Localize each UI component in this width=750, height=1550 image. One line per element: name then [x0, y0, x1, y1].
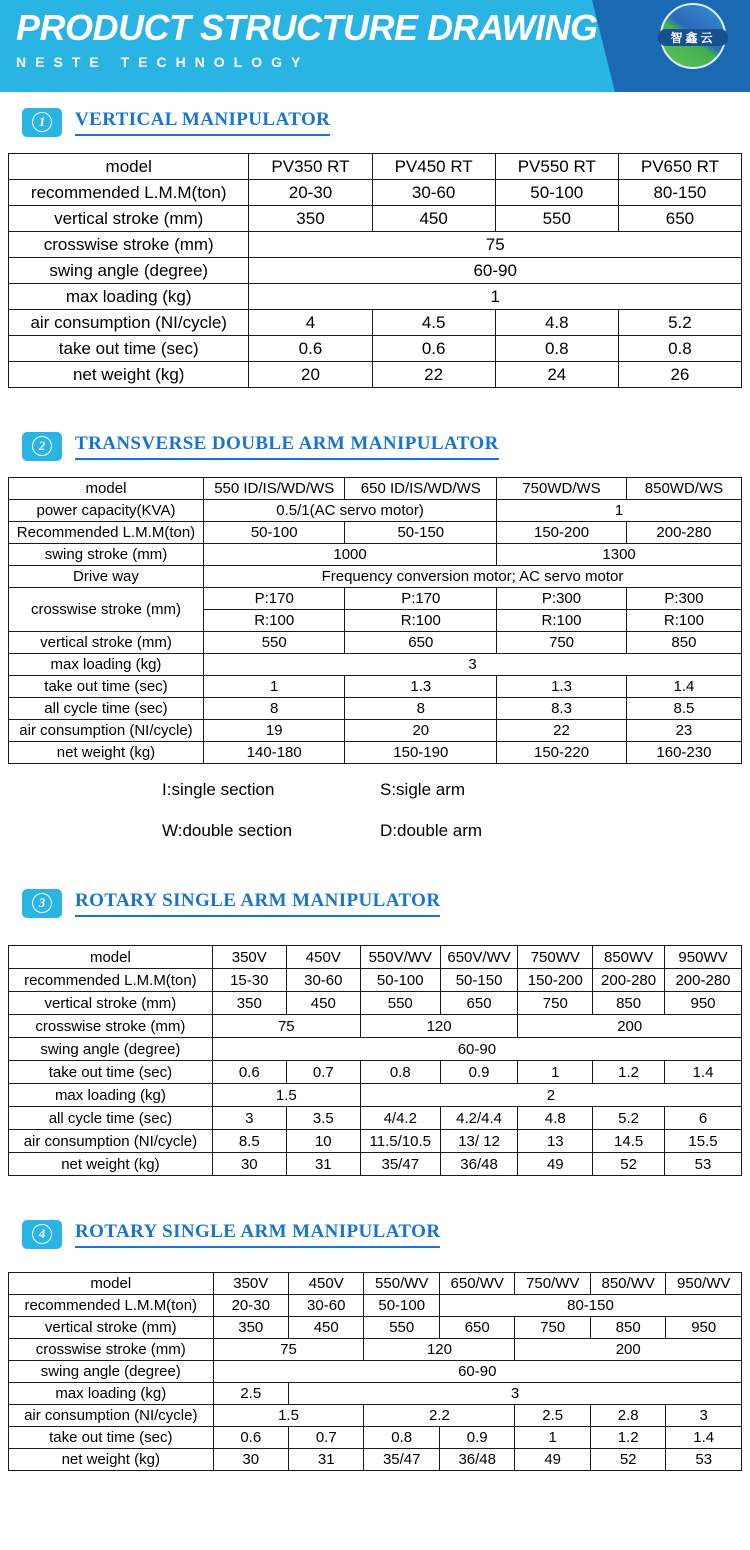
table-cell: crosswise stroke (mm) — [9, 1015, 213, 1038]
table-cell: 30 — [213, 1449, 288, 1471]
company-logo — [660, 3, 726, 69]
table-cell: 750 — [515, 1317, 590, 1339]
table-cell: P:170 — [203, 588, 344, 610]
table-cell: power capacity(KVA) — [9, 500, 204, 522]
table-cell: 0.7 — [286, 1061, 360, 1084]
table-row — [9, 180, 742, 206]
table-cell: 49 — [518, 1153, 593, 1176]
table-cell: model — [9, 1273, 214, 1295]
table-cell: 200 — [518, 1015, 742, 1038]
table-cell: 5.2 — [618, 310, 741, 336]
logo-text: 智鑫云 — [658, 29, 728, 46]
legend-item: I:single section — [162, 780, 275, 799]
table-cell: 15.5 — [665, 1130, 742, 1153]
table-row — [9, 720, 742, 742]
spec-table — [8, 153, 742, 388]
table-cell: take out time (sec) — [9, 336, 249, 362]
table-cell: 650 — [345, 632, 497, 654]
table-cell: 550 — [360, 992, 440, 1015]
table-cell: 8.5 — [626, 698, 741, 720]
legend-item: D:double arm — [380, 821, 483, 840]
table-cell: 50-100 — [364, 1295, 439, 1317]
section-number: 4 — [32, 1224, 52, 1244]
table-cell: 0.9 — [439, 1427, 514, 1449]
table-cell: model — [9, 478, 204, 500]
table-cell: take out time (sec) — [9, 1427, 214, 1449]
table-cell: 10 — [286, 1130, 360, 1153]
table-cell: 4.8 — [518, 1107, 593, 1130]
table-row — [9, 698, 742, 720]
table-cell: 52 — [590, 1449, 665, 1471]
table-cell: 1.3 — [345, 676, 497, 698]
table-cell: 1.5 — [212, 1084, 360, 1107]
table-cell: 35/47 — [360, 1153, 440, 1176]
table-cell: 20-30 — [249, 180, 372, 206]
table-row — [9, 154, 742, 180]
table-cell: 8.5 — [212, 1130, 286, 1153]
table-row — [9, 1449, 742, 1471]
spec-table — [8, 477, 742, 764]
table-cell: 0.8 — [618, 336, 741, 362]
table-row — [9, 1361, 742, 1383]
table-cell: 200 — [515, 1339, 742, 1361]
table-cell: 3 — [289, 1383, 742, 1405]
table-cell: 36/48 — [440, 1153, 518, 1176]
table-cell: 0.6 — [213, 1427, 288, 1449]
table-row — [9, 1153, 742, 1176]
header-banner — [0, 0, 750, 92]
table-row — [9, 1339, 742, 1361]
section-number-badge — [22, 108, 62, 137]
table-row — [9, 206, 742, 232]
section-4 — [0, 1218, 750, 1471]
legend-row — [162, 821, 750, 841]
table-row — [9, 1405, 742, 1427]
table-cell: 52 — [593, 1153, 665, 1176]
table-cell: swing angle (degree) — [9, 258, 249, 284]
table-cell: PV450 RT — [372, 154, 495, 180]
table-row — [9, 284, 742, 310]
table-cell: 1.5 — [213, 1405, 364, 1427]
table-cell: 850 — [593, 992, 665, 1015]
table-cell: 50-150 — [440, 969, 518, 992]
table-cell: 4.5 — [372, 310, 495, 336]
legend — [162, 780, 750, 841]
table-row — [9, 1130, 742, 1153]
table-row — [9, 544, 742, 566]
table-cell: 30-60 — [372, 180, 495, 206]
table-cell: 30-60 — [289, 1295, 364, 1317]
table-cell: swing angle (degree) — [9, 1361, 214, 1383]
table-row — [9, 500, 742, 522]
section-header — [22, 106, 750, 138]
table-cell: 8 — [203, 698, 344, 720]
content — [0, 106, 750, 1471]
section-number: 2 — [32, 436, 52, 456]
table-cell: 2 — [360, 1084, 741, 1107]
table-cell: 350 — [212, 992, 286, 1015]
table-cell: all cycle time (sec) — [9, 698, 204, 720]
table-cell: 5.2 — [593, 1107, 665, 1130]
table-row — [9, 1427, 742, 1449]
table-cell: P:170 — [345, 588, 497, 610]
table-cell: net weight (kg) — [9, 1449, 214, 1471]
section-title: TRANSVERSE DOUBLE ARM MANIPULATOR — [75, 433, 499, 460]
table-cell: take out time (sec) — [9, 1061, 213, 1084]
table-cell: 1.3 — [497, 676, 627, 698]
table-cell: 50-100 — [360, 969, 440, 992]
table-cell: all cycle time (sec) — [9, 1107, 213, 1130]
table-row — [9, 1383, 742, 1405]
table-cell: 450 — [286, 992, 360, 1015]
table-cell: Frequency conversion motor; AC servo motor — [203, 566, 741, 588]
table-cell: 80-150 — [439, 1295, 741, 1317]
table-row — [9, 1015, 742, 1038]
table-cell: vertical stroke (mm) — [9, 632, 204, 654]
table-cell: 1.2 — [593, 1061, 665, 1084]
table-cell: 3 — [203, 654, 741, 676]
table-cell: 150-220 — [497, 742, 627, 764]
table-cell: 4.2/4.4 — [440, 1107, 518, 1130]
table-cell: max loading (kg) — [9, 284, 249, 310]
table-cell: 20 — [249, 362, 372, 388]
table-cell: 120 — [364, 1339, 515, 1361]
section-header — [22, 887, 750, 919]
table-cell: 23 — [626, 720, 741, 742]
table-cell: 80-150 — [618, 180, 741, 206]
table-cell: crosswise stroke (mm) — [9, 1339, 214, 1361]
table-cell: 24 — [495, 362, 618, 388]
table-cell: 550/WV — [364, 1273, 439, 1295]
table-cell: R:100 — [626, 610, 741, 632]
table-row — [9, 969, 742, 992]
table-row — [9, 632, 742, 654]
table-cell: 350V — [213, 1273, 288, 1295]
table-row — [9, 1273, 742, 1295]
table-cell: 950 — [666, 1317, 742, 1339]
table-cell: net weight (kg) — [9, 742, 204, 764]
table-row — [9, 258, 742, 284]
table-cell: 750 — [518, 992, 593, 1015]
table-cell: 75 — [249, 232, 742, 258]
table-cell: 3 — [666, 1405, 742, 1427]
table-cell: crosswise stroke (mm) — [9, 232, 249, 258]
table-cell: 31 — [286, 1153, 360, 1176]
company-name: NESTE TECHNOLOGY — [16, 53, 310, 70]
table-cell: 2.8 — [590, 1405, 665, 1427]
table-row — [9, 1084, 742, 1107]
table-cell: 8.3 — [497, 698, 627, 720]
section-number-badge — [22, 889, 62, 918]
table-cell: swing angle (degree) — [9, 1038, 213, 1061]
table-cell: 13 — [518, 1130, 593, 1153]
table-cell: 6 — [665, 1107, 742, 1130]
spec-table — [8, 945, 742, 1176]
table-cell: vertical stroke (mm) — [9, 1317, 214, 1339]
table-cell: 200-280 — [593, 969, 665, 992]
table-cell: 350 — [213, 1317, 288, 1339]
table-cell: 2.2 — [364, 1405, 515, 1427]
table-cell: 31 — [289, 1449, 364, 1471]
table-cell: 20 — [345, 720, 497, 742]
table-cell: max loading (kg) — [9, 654, 204, 676]
page-title: PRODUCT STRUCTURE DRAWING — [16, 7, 598, 48]
table-row — [9, 992, 742, 1015]
table-cell: 1 — [203, 676, 344, 698]
table-cell: swing stroke (mm) — [9, 544, 204, 566]
table-cell: 850 — [626, 632, 741, 654]
table-cell: 750WV — [518, 946, 593, 969]
table-cell: 550V/WV — [360, 946, 440, 969]
table-row — [9, 676, 742, 698]
table-cell: 1300 — [497, 544, 742, 566]
table-row — [9, 566, 742, 588]
table-cell: P:300 — [626, 588, 741, 610]
table-cell: 750 — [497, 632, 627, 654]
table-cell: 26 — [618, 362, 741, 388]
table-cell: 14.5 — [593, 1130, 665, 1153]
table-cell: 200-280 — [665, 969, 742, 992]
table-cell: 4/4.2 — [360, 1107, 440, 1130]
table-row — [9, 1295, 742, 1317]
table-cell: net weight (kg) — [9, 1153, 213, 1176]
table-cell: 13/ 12 — [440, 1130, 518, 1153]
table-cell: 450 — [289, 1317, 364, 1339]
legend-item: S:sigle arm — [380, 780, 466, 799]
table-cell: 550 — [495, 206, 618, 232]
section-number: 3 — [32, 893, 52, 913]
table-cell: PV350 RT — [249, 154, 372, 180]
table-cell: 36/48 — [439, 1449, 514, 1471]
table-cell: 1.4 — [665, 1061, 742, 1084]
table-cell: 550 ID/IS/WD/WS — [203, 478, 344, 500]
table-cell: model — [9, 946, 213, 969]
table-cell: 850/WV — [590, 1273, 665, 1295]
section-title: ROTARY SINGLE ARM MANIPULATOR — [75, 1221, 440, 1248]
table-cell: recommended L.M.M(ton) — [9, 180, 249, 206]
table-row — [9, 654, 742, 676]
table-cell: 650/WV — [439, 1273, 514, 1295]
table-cell: recommended L.M.M(ton) — [9, 969, 213, 992]
section-title: ROTARY SINGLE ARM MANIPULATOR — [75, 890, 440, 917]
table-cell: 150-190 — [345, 742, 497, 764]
table-cell: 49 — [515, 1449, 590, 1471]
table-row — [9, 478, 742, 500]
table-cell: 350 — [249, 206, 372, 232]
table-cell: 650 — [618, 206, 741, 232]
table-cell: 50-100 — [495, 180, 618, 206]
table-cell: 75 — [212, 1015, 360, 1038]
table-cell: 2.5 — [213, 1383, 288, 1405]
table-cell: 850WD/WS — [626, 478, 741, 500]
table-row — [9, 522, 742, 544]
table-cell: 3.5 — [286, 1107, 360, 1130]
table-cell: 20-30 — [213, 1295, 288, 1317]
table-cell: 650 ID/IS/WD/WS — [345, 478, 497, 500]
table-cell: Drive way — [9, 566, 204, 588]
table-cell: 950 — [665, 992, 742, 1015]
table-cell: 650 — [439, 1317, 514, 1339]
section-number-badge — [22, 432, 62, 461]
table-cell: R:100 — [345, 610, 497, 632]
table-cell: 0.9 — [440, 1061, 518, 1084]
table-cell: vertical stroke (mm) — [9, 992, 213, 1015]
table-cell: air consumption (NI/cycle) — [9, 720, 204, 742]
table-cell: 22 — [497, 720, 627, 742]
table-cell: air consumption (NI/cycle) — [9, 310, 249, 336]
table-cell: 8 — [345, 698, 497, 720]
table-row — [9, 362, 742, 388]
section-number: 1 — [32, 112, 52, 132]
table-cell: recommended L.M.M(ton) — [9, 1295, 214, 1317]
table-cell: 1.4 — [626, 676, 741, 698]
table-cell: 350V — [212, 946, 286, 969]
table-cell: 4.8 — [495, 310, 618, 336]
table-row — [9, 232, 742, 258]
table-cell: 19 — [203, 720, 344, 742]
table-cell: 1 — [249, 284, 742, 310]
table-cell: 0.5/1(AC servo motor) — [203, 500, 496, 522]
table-cell: 950/WV — [666, 1273, 742, 1295]
table-cell: R:100 — [203, 610, 344, 632]
table-cell: 1 — [518, 1061, 593, 1084]
table-cell: 850WV — [593, 946, 665, 969]
table-row — [9, 1317, 742, 1339]
table-cell: vertical stroke (mm) — [9, 206, 249, 232]
table-row — [9, 588, 742, 610]
table-cell: 3 — [212, 1107, 286, 1130]
table-cell: crosswise stroke (mm) — [9, 588, 204, 632]
table-cell: 0.8 — [495, 336, 618, 362]
table-cell: 0.7 — [289, 1427, 364, 1449]
section-2 — [0, 430, 750, 841]
table-row — [9, 742, 742, 764]
table-cell: 22 — [372, 362, 495, 388]
table-cell: 30 — [212, 1153, 286, 1176]
table-cell: 550 — [364, 1317, 439, 1339]
table-cell: 0.8 — [364, 1427, 439, 1449]
table-cell: 4 — [249, 310, 372, 336]
table-row — [9, 1107, 742, 1130]
table-cell: 850 — [590, 1317, 665, 1339]
table-cell: 1000 — [203, 544, 496, 566]
table-cell: 11.5/10.5 — [360, 1130, 440, 1153]
spec-table — [8, 1272, 742, 1471]
table-cell: 750/WV — [515, 1273, 590, 1295]
legend-item: W:double section — [162, 821, 293, 840]
table-cell: 750WD/WS — [497, 478, 627, 500]
section-title: VERTICAL MANIPULATOR — [75, 109, 330, 136]
table-cell: max loading (kg) — [9, 1383, 214, 1405]
table-cell: P:300 — [497, 588, 627, 610]
table-cell: 15-30 — [212, 969, 286, 992]
table-cell: 0.6 — [249, 336, 372, 362]
table-cell: 650V/WV — [440, 946, 518, 969]
table-row — [9, 946, 742, 969]
table-cell: 50-100 — [203, 522, 344, 544]
table-cell: 140-180 — [203, 742, 344, 764]
table-cell: 75 — [213, 1339, 364, 1361]
table-cell: 450V — [289, 1273, 364, 1295]
table-cell: 60-90 — [213, 1361, 741, 1383]
table-cell: air consumption (NI/cycle) — [9, 1130, 213, 1153]
table-row — [9, 336, 742, 362]
table-cell: Recommended L.M.M(ton) — [9, 522, 204, 544]
table-cell: 1.4 — [666, 1427, 742, 1449]
table-cell: air consumption (NI/cycle) — [9, 1405, 214, 1427]
table-cell: 60-90 — [249, 258, 742, 284]
table-cell: 35/47 — [364, 1449, 439, 1471]
table-cell: 450V — [286, 946, 360, 969]
table-row — [9, 1038, 742, 1061]
table-cell: 30-60 — [286, 969, 360, 992]
table-cell: 150-200 — [518, 969, 593, 992]
table-cell: 200-280 — [626, 522, 741, 544]
table-row — [9, 1061, 742, 1084]
table-row — [9, 310, 742, 336]
table-cell: 0.6 — [372, 336, 495, 362]
section-1 — [0, 106, 750, 388]
table-cell: max loading (kg) — [9, 1084, 213, 1107]
table-cell: 53 — [665, 1153, 742, 1176]
table-cell: 0.8 — [360, 1061, 440, 1084]
table-cell: 2.5 — [515, 1405, 590, 1427]
table-cell: 1 — [515, 1427, 590, 1449]
table-cell: 53 — [666, 1449, 742, 1471]
table-cell: R:100 — [497, 610, 627, 632]
table-cell: take out time (sec) — [9, 676, 204, 698]
section-header — [22, 1218, 750, 1250]
section-header — [22, 430, 750, 462]
section-number-badge — [22, 1220, 62, 1249]
banner-text — [16, 8, 597, 70]
table-cell: 150-200 — [497, 522, 627, 544]
table-cell: 550 — [203, 632, 344, 654]
table-cell: 650 — [440, 992, 518, 1015]
table-cell: 950WV — [665, 946, 742, 969]
table-cell: 160-230 — [626, 742, 741, 764]
table-cell: 0.6 — [212, 1061, 286, 1084]
table-cell: model — [9, 154, 249, 180]
section-3 — [0, 887, 750, 1176]
table-cell: PV550 RT — [495, 154, 618, 180]
table-cell: 50-150 — [345, 522, 497, 544]
table-cell: 1 — [497, 500, 742, 522]
table-cell: 60-90 — [212, 1038, 741, 1061]
table-cell: PV650 RT — [618, 154, 741, 180]
table-cell: 1.2 — [590, 1427, 665, 1449]
legend-row — [162, 780, 750, 800]
table-cell: 120 — [360, 1015, 518, 1038]
table-cell: net weight (kg) — [9, 362, 249, 388]
table-cell: 450 — [372, 206, 495, 232]
